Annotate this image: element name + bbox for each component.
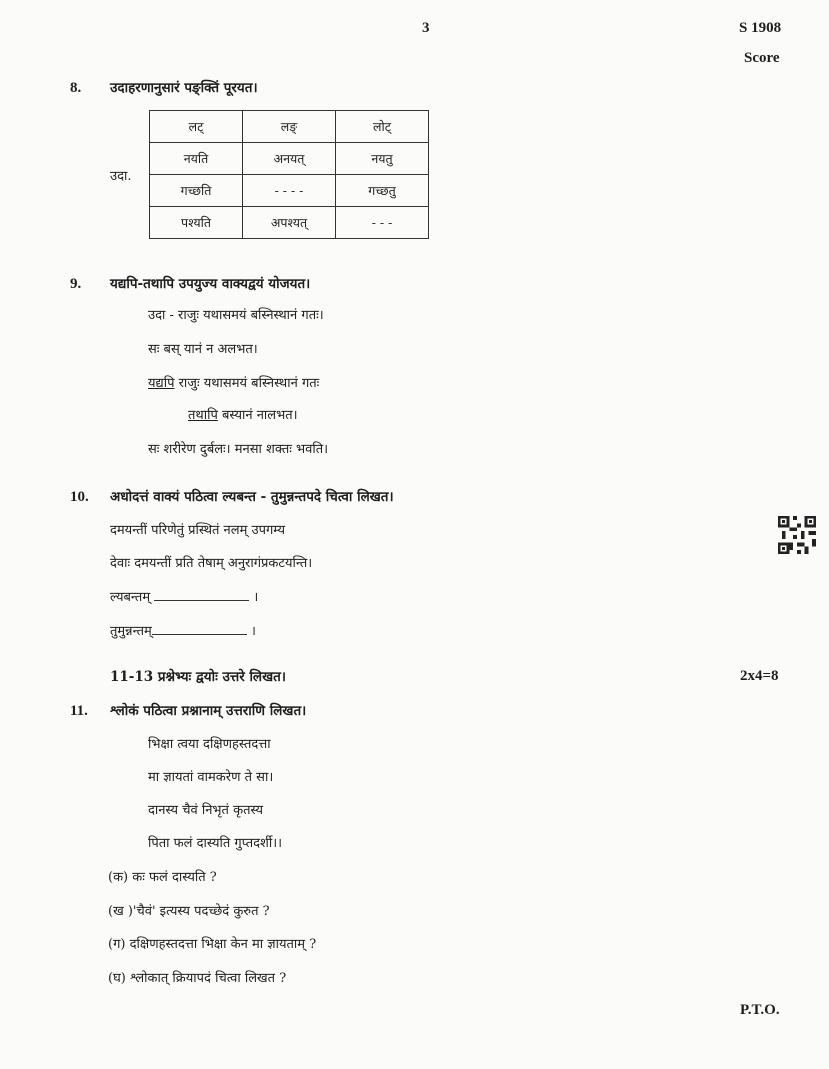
verse-line: दानस्य चैवं निभृतं कृतस्य (148, 803, 264, 818)
q10-sentence: देवाः दमयन्तीं प्रति तेषाम् अनुरागंप्रकटयन्ति। (110, 556, 313, 571)
table-cell: पश्यति (150, 207, 243, 239)
q8-number: 8. (70, 80, 82, 96)
paper-code: S 1908 (739, 20, 782, 36)
q9-example-line (188, 405, 298, 423)
sub-question-text: कः फलं दास्यति ? (132, 870, 217, 885)
q9-example-line (148, 373, 319, 391)
verse-line: मा ज्ञायतां वामकरेण ते सा। (148, 770, 274, 785)
danda: । (250, 624, 256, 639)
table-cell: नयतु (336, 143, 429, 175)
table-cell: - - - - (243, 175, 336, 207)
q9-task-line: सः शरीरेण दुर्बलः। मनसा शक्तः भवति। (148, 442, 329, 457)
verse-line: भिक्षा त्वया दक्षिणहस्तदत्ता (148, 737, 271, 752)
sub-question-label: (ख ) (108, 904, 133, 919)
table-cell: अनयत् (243, 143, 336, 175)
sub-question (108, 867, 217, 885)
table-header-cell: लोट् (336, 111, 429, 143)
q9-example-line: उदा - राजुः यथासमयं बस्निस्थानं गतः। (148, 308, 324, 323)
q10-question: अधोदत्तं वाक्यं पठित्वा ल्यबन्त - तुमुन्नन्तपदे चित्वा लिखत। (110, 489, 394, 505)
lyabanta-answer-line (110, 587, 258, 605)
table-cell: नयति (150, 143, 243, 175)
sub-question-text: श्लोकात् क्रियापदं चित्वा लिखत ? (129, 971, 287, 986)
q9-question: यद्यपि-तथापि उपयुज्य वाक्यद्वयं योजयत। (110, 276, 311, 292)
section-marks: 2x4=8 (740, 668, 779, 684)
q8-question: उदाहरणानुसारं पङ्क्तिं पूरयत। (110, 80, 258, 96)
q9-line-text: राजुः यथासमयं बस्निस्थानं गतः (174, 376, 320, 391)
q10-number: 10. (70, 489, 89, 505)
tumunnanta-answer-line (110, 621, 256, 639)
sub-question-text: दक्षिणहस्तदत्ता भिक्षा केन मा ज्ञायताम् ? (129, 937, 317, 952)
sub-question (108, 934, 316, 952)
pto-label: P.T.O. (740, 1002, 780, 1018)
sub-question-label: (क) (108, 870, 129, 885)
answer-blank[interactable] (154, 588, 249, 601)
table-row (150, 143, 429, 175)
table-cell: गच्छति (150, 175, 243, 207)
q11-question: श्लोकं पठित्वा प्रश्नानाम् उत्तराणि लिखत। (110, 703, 307, 719)
q9-line-text: बस्यानं नालभत। (217, 408, 298, 423)
table-cell: गच्छतु (336, 175, 429, 207)
verse-line: पिता फलं दास्यति गुप्तदर्शी।। (148, 836, 283, 851)
sub-question-label: (घ) (108, 971, 126, 986)
q9-example-line: सः बस् यानं न अलभत। (148, 342, 258, 357)
answer-blank[interactable] (152, 622, 247, 635)
sub-question (108, 901, 270, 919)
conjugation-table (149, 110, 429, 239)
q9-number: 9. (70, 276, 82, 292)
q10-sentence: दमयन्तीं परिणेतुं प्रस्थितं नलम् उपगम्य (110, 523, 286, 538)
table-header-cell: लङ् (243, 111, 336, 143)
qr-code (777, 516, 817, 554)
table-cell: - - - (336, 207, 429, 239)
lyabanta-label: ल्यबन्तम् (110, 590, 151, 605)
table-header-row (150, 111, 429, 143)
danda: । (253, 590, 259, 605)
tathapi-word: तथापि (188, 408, 218, 423)
sub-question-text: 'चैवं' इत्यस्य पदच्छेदं कुरुत ? (132, 904, 270, 919)
table-header-cell: लट् (150, 111, 243, 143)
table-row (150, 175, 429, 207)
yadyapi-word: यद्यपि (148, 376, 175, 391)
table-row (150, 207, 429, 239)
q11-number: 11. (70, 703, 88, 719)
sub-question-label: (ग) (108, 937, 126, 952)
score-label: Score (744, 50, 780, 66)
page-number: 3 (422, 20, 430, 36)
tumunnanta-label: तुमुन्नन्तम् (110, 624, 152, 639)
q8-example-label: उदा. (110, 169, 132, 184)
sub-question (108, 968, 286, 986)
table-cell: अपश्यत् (243, 207, 336, 239)
section-heading: 11-13 प्रश्नेभ्यः द्वयोः उत्तरे लिखत। (110, 669, 286, 685)
